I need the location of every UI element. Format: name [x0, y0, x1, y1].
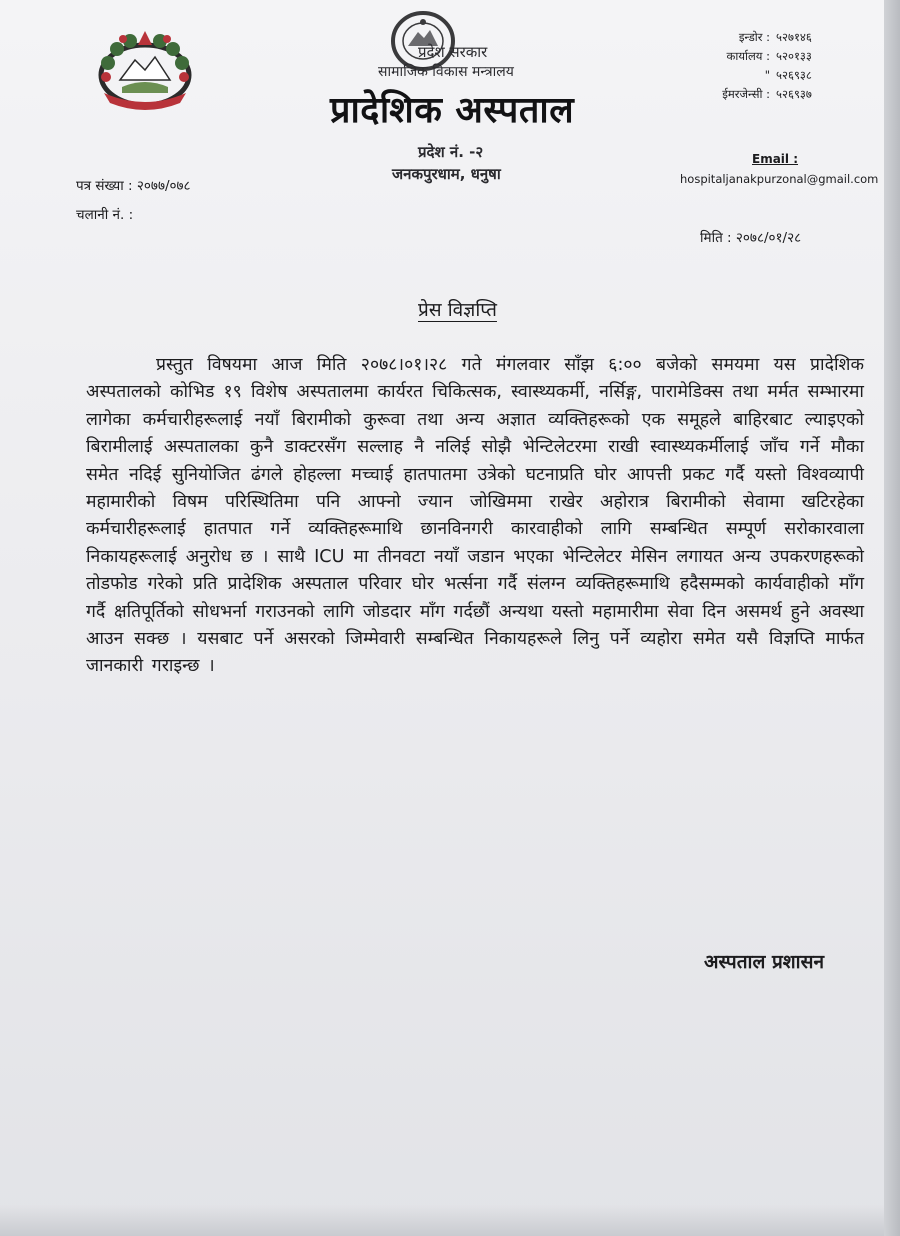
paper-edge	[884, 0, 900, 1236]
government-name: प्रदेश सरकार	[418, 43, 488, 61]
email-label: Email :	[752, 152, 799, 166]
nepal-emblem-logo	[90, 25, 200, 110]
hospital-name-heading: प्रादेशिक अस्पताल	[330, 90, 575, 131]
letter-date: मिति : २०७८/०१/२८	[700, 230, 802, 246]
hospital-address: जनकपुरधाम, धनुषा	[392, 165, 501, 183]
phone-number: ५२६९३८	[776, 68, 812, 82]
press-release-body: प्रस्तुत विषयमा आज मिति २०७८।०१।२८ गते मंगलवार साँझ ६:०० बजेको समयमा यस प्रादेशिक अस्पतालको कोभिड १९ विशेष अस्पतालमा कार्यरत चिकित्सक, स्वास्थ्यकर्मी, नर्सिङ्ग, पारामेडिक्स तथा मर्मत सम्भारमा लागेका कर्मचारीहरूलाई नयाँ बिरामीको कुरूवा तथा अन्य अज्ञात व्यक्तिहरूको एक समूहले बाहिरबाट ल्याइएको बिरामीलाई अस्पतालका कुनै डाक्टरसँग सल्लाह नै नलिई सोझै भेन्टिलेटरमा राखी स्वास्थ्यकर्मीलाई जाँच गर्ने मौका समेत नदिई सुनियोजित ढंगले होहल्ला मच्चाई हातपातमा उत्रेको घटनाप्रति घोर आपत्ती प्रकट गर्दै यस्तो विश्वव्यापी महामारीको विषम परिस्थितिमा पनि आफ्नो ज्यान जोखिममा राखेर अहोरात्र बिरामीको सेवामा खटिरहेका कर्मचारीहरूलाई हातपात गर्ने व्यक्तिहरूमाथि छानविनगरी कारवाहीको लागि सम्बन्धित सम्पूर्ण सरोकारवाला निकायहरूलाई अनुरोध छ । साथै ICU मा तीनवटा नयाँ जडान भएका भेन्टिलेटर मेसिन लगायत अन्य उपकरणहरूको तोडफोड गरेको प्रति प्रादेशिक अस्पताल परिवार घोर भर्त्सना गर्दै संलग्न व्यक्तिहरूमाथि हदैसम्मको कार्यवाहीको माँग गर्दै क्षतिपूर्तिको सोधभर्ना गराउनको लागि जोडदार माँग गर्दछौं अन्यथा यस्तो महामारीमा सेवा दिन असमर्थ हुने अवस्था आउन सक्छ । यसबाट पर्ने असरको जिम्मेवारी सम्बन्धित निकायहरूले लिनु पर्ने व्यहोरा समेत यसै विज्ञप्ति मार्फत जानकारी गराइन्छ ।	[86, 355, 864, 677]
province-label: प्रदेश नं. -२	[418, 143, 484, 161]
phone-label: कार्यालय :	[726, 49, 770, 63]
ministry-name: सामाजिक विकास मन्त्रालय	[378, 64, 514, 80]
phone-number: ५२०१३३	[776, 49, 812, 63]
phone-label: "	[764, 68, 770, 82]
phone-number: ५२६९३७	[776, 87, 812, 101]
phone-row-emergency	[706, 85, 812, 104]
signature-block: अस्पताल प्रशासन	[704, 951, 824, 973]
reference-number: पत्र संख्या : २०७७/०७८	[76, 178, 191, 194]
phone-label: इन्डोर :	[738, 30, 770, 44]
phone-row-office-2	[706, 66, 812, 85]
press-release-title: प्रेस विज्ञप्ति	[418, 299, 497, 321]
email-address: hospitaljanakpurzonal@gmail.com	[680, 172, 879, 186]
page-shadow	[0, 1205, 884, 1236]
phone-label: ईमरजेन्सी :	[722, 87, 770, 101]
phone-row-indoor	[706, 28, 812, 47]
phone-list	[706, 28, 812, 104]
phone-number: ५२७१४६	[776, 30, 812, 44]
phone-row-office	[706, 47, 812, 66]
dispatch-number: चलानी नं. :	[76, 207, 134, 223]
